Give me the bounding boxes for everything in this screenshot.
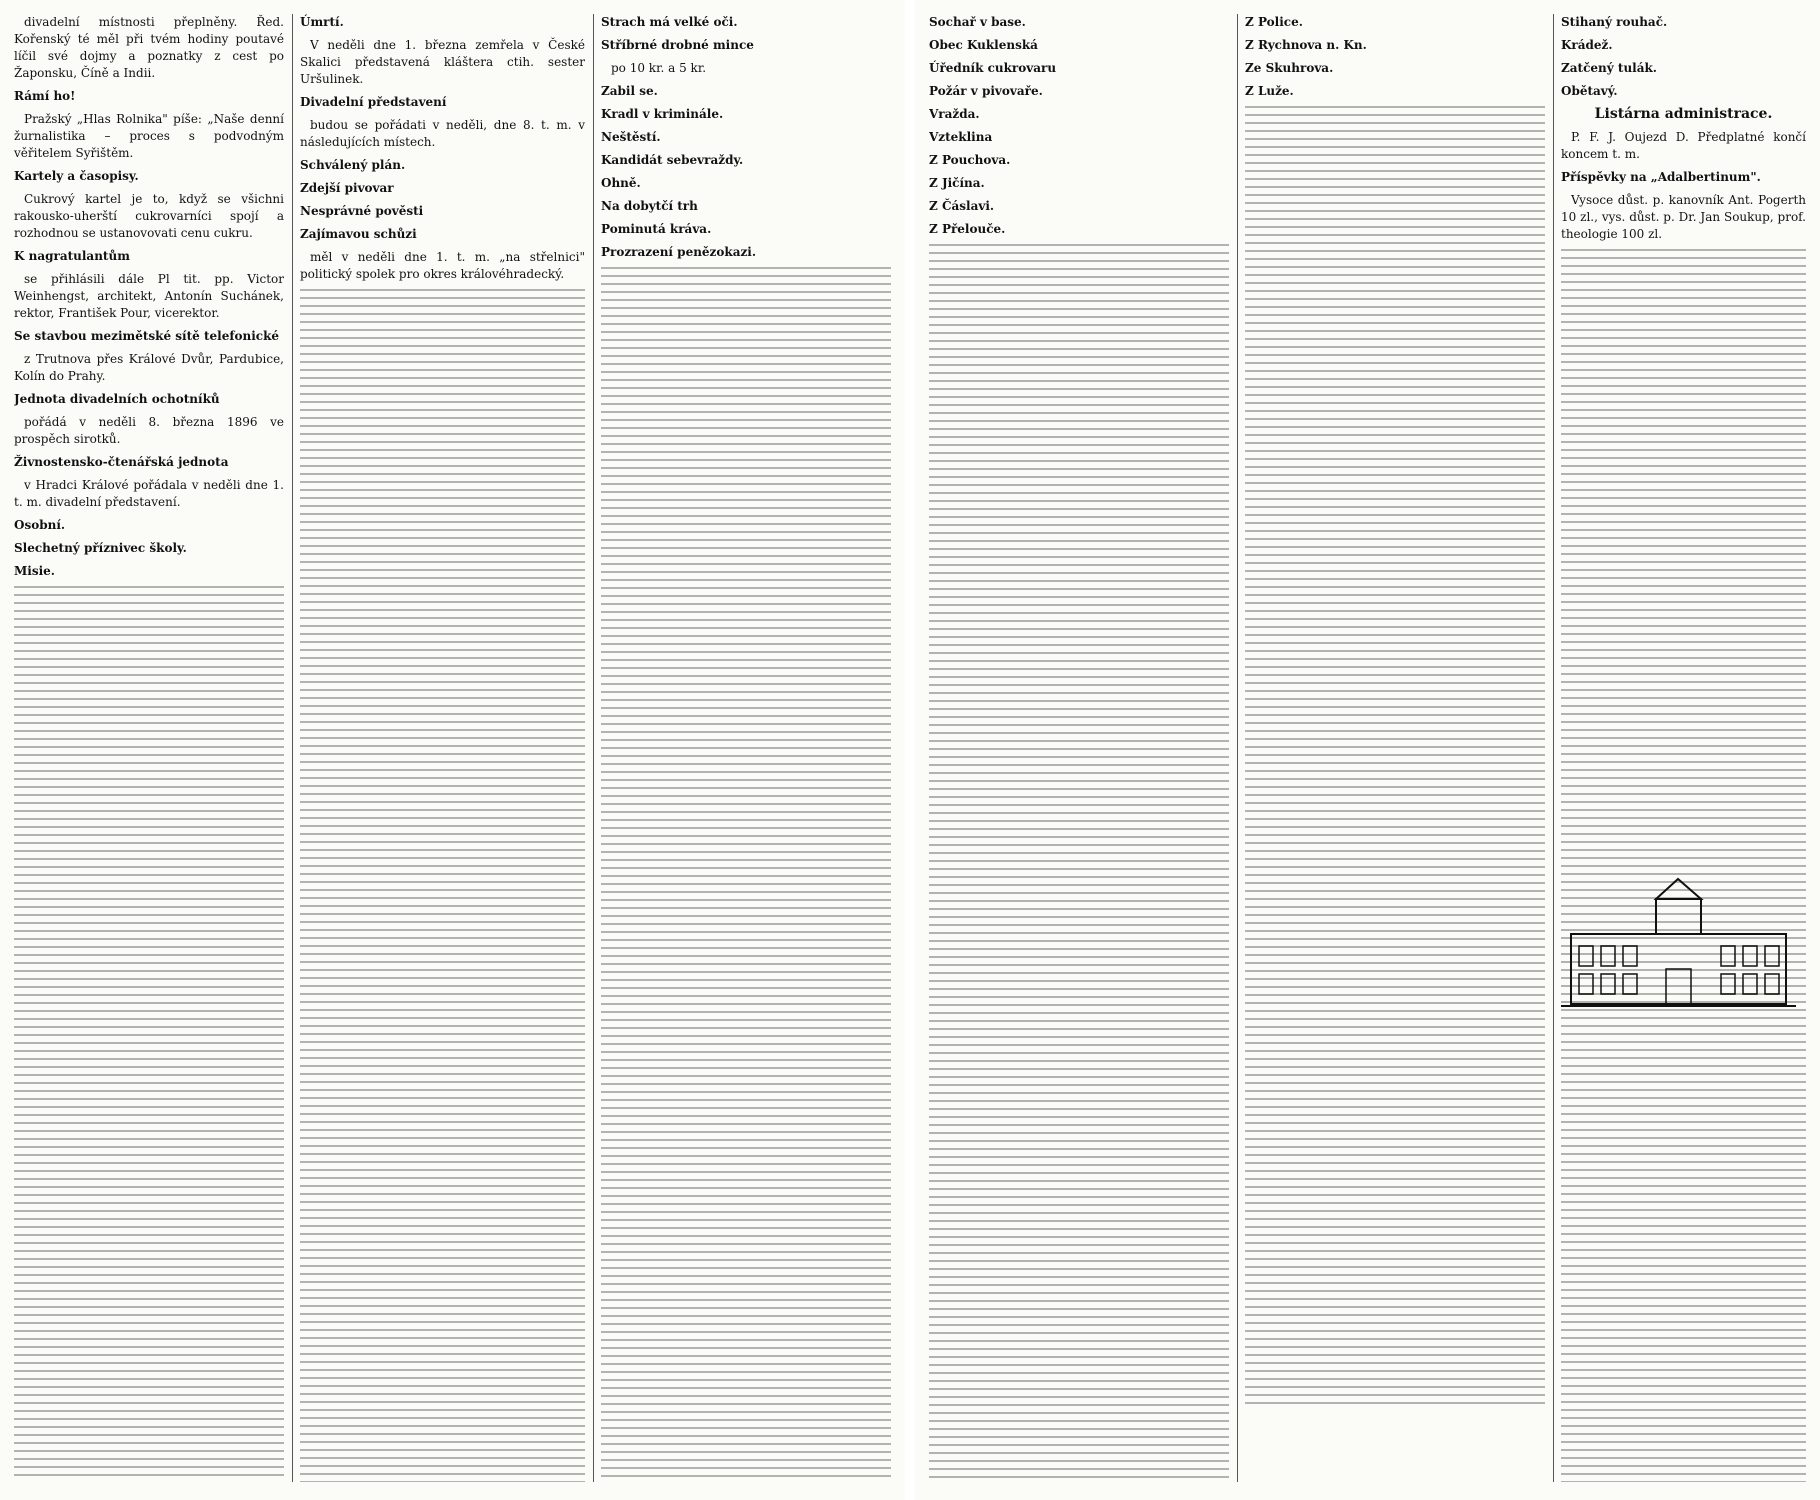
left-col-1 [14, 14, 284, 1482]
article-paragraph: P. F. J. Oujezd D. Předplatné končí koncem t. m. [1561, 130, 1806, 161]
article-paragraph: v Hradci Králové pořádala v neděli dne 1. t. m. divadelní představení. [14, 478, 284, 509]
article-heading: Zatčený tulák. [1561, 61, 1657, 75]
article-heading: Z Police. [1245, 15, 1303, 29]
article-heading: Osobní. [14, 518, 66, 532]
dense-text-block [929, 244, 1229, 1482]
article-heading: Příspěvky na „Adalbertinum". [1561, 170, 1761, 184]
article-heading: Se stavbou mezimětské sítě telefonické [14, 329, 280, 343]
right-col-3 [1561, 14, 1806, 1482]
article-paragraph: Pražský „Hlas Rolnika" píše: „Naše denní žurnalistika – proces s podvodným věřitelem Syřištěm. [14, 112, 284, 160]
article-heading: Listárna administrace. [1594, 106, 1773, 122]
article-heading: Pominutá kráva. [601, 222, 712, 236]
right-col-1 [929, 14, 1229, 1482]
left-col-2 [300, 14, 585, 1482]
article-paragraph: se přihlásili dále Pl tit. pp. Victor Weinhengst, architekt, Antonín Suchánek, rektor, František Pour, vicerektor. [14, 272, 284, 320]
article-heading: Ohně. [601, 176, 641, 190]
article-heading: Z Čáslavi. [929, 199, 995, 213]
column-rule [292, 14, 293, 1482]
left-col-3 [601, 14, 891, 1482]
dense-text-block [1245, 106, 1545, 1406]
article-heading: Obětavý. [1561, 84, 1618, 98]
column-rule [1553, 14, 1554, 1482]
article-heading: Na dobytčí trh [601, 199, 698, 213]
article-heading: Ze Skuhrova. [1245, 61, 1334, 75]
column-rule [593, 14, 594, 1482]
article-heading: Vražda. [929, 107, 980, 121]
article-heading: Rámí ho! [14, 89, 76, 103]
article-heading: Z Luže. [1245, 84, 1294, 98]
article-heading: Z Pouchova. [929, 153, 1011, 167]
article-heading: Divadelní představení [300, 95, 447, 109]
article-paragraph: divadelní místnosti přeplněny. Řed. Kořenský té měl při tvém hodiny poutavé líčil své dojmy a poznatky z cest po Žaponsku, Číně a Indii. [14, 15, 284, 80]
article-heading: Misie. [14, 564, 55, 578]
dense-text-block [14, 586, 284, 1482]
column-rule [1237, 14, 1238, 1482]
article-heading: Stříbrné drobné mince [601, 38, 754, 52]
right-col-2 [1245, 14, 1545, 1482]
article-heading: K nagratulantům [14, 249, 130, 263]
dense-text-block [1561, 249, 1806, 1482]
article-paragraph: Vysoce důst. p. kanovník Ant. Pogerth 10 zl., vys. důst. p. Dr. Jan Soukup, prof. theologie 100 zl. [1561, 193, 1806, 241]
article-paragraph: budou se pořádati v neděli, dne 8. t. m. v následujících místech. [300, 118, 585, 149]
article-paragraph: Cukrový kartel je to, když se všichni rakousko-uherští cukrovarníci spojí a rozhodnou se ustanovovati cenu cukru. [14, 192, 284, 240]
right-page [915, 0, 1820, 1500]
article-paragraph: pořádá v neděli 8. března 1896 ve prospěch sirotků. [14, 415, 284, 446]
article-heading: Zabil se. [601, 84, 658, 98]
article-heading: Obec Kuklenská [929, 38, 1038, 52]
article-heading: Vzteklina [929, 130, 993, 144]
article-heading: Sochař v base. [929, 15, 1026, 29]
dense-text-block [601, 267, 891, 1482]
article-heading: Jednota divadelních ochotníků [14, 392, 220, 406]
article-heading: Kandidát sebevraždy. [601, 153, 744, 167]
article-heading: Kartely a časopisy. [14, 169, 139, 183]
article-heading: Požár v pivovaře. [929, 84, 1043, 98]
article-heading: Strach má velké oči. [601, 15, 738, 29]
article-paragraph: po 10 kr. a 5 kr. [611, 61, 707, 75]
article-heading: Úředník cukrovaru [929, 61, 1057, 75]
article-heading: Schválený plán. [300, 158, 406, 172]
page-gutter [905, 0, 915, 1500]
article-heading: Z Rychnova n. Kn. [1245, 38, 1367, 52]
article-heading: Zajímavou schůzi [300, 227, 417, 241]
adalbertinum-building-illustration [1561, 874, 1796, 1014]
article-heading: Kradl v kriminále. [601, 107, 724, 121]
article-heading: Neštěstí. [601, 130, 661, 144]
article-heading: Z Přelouče. [929, 222, 1006, 236]
left-page [0, 0, 905, 1500]
article-heading: Stihaný rouhač. [1561, 15, 1668, 29]
article-paragraph: z Trutnova přes Králové Dvůr, Pardubice, Kolín do Prahy. [14, 352, 284, 383]
article-heading: Zdejší pivovar [300, 181, 394, 195]
article-heading: Úmrtí. [300, 15, 344, 29]
article-heading: Z Jičína. [929, 176, 985, 190]
article-heading: Živnostensko-čtenářská jednota [14, 455, 229, 469]
article-heading: Krádež. [1561, 38, 1613, 52]
article-paragraph: V neděli dne 1. března zemřela v České Skalici představená kláštera ctih. sester Uršulinek. [300, 38, 585, 86]
article-paragraph: měl v neděli dne 1. t. m. „na střelnici" politický spolek pro okres královéhradecký. [300, 250, 585, 281]
article-heading: Slechetný příznivec školy. [14, 541, 187, 555]
dense-text-block [300, 289, 585, 1482]
article-heading: Prozrazení penězokazi. [601, 245, 757, 259]
article-heading: Nesprávné pověsti [300, 204, 424, 218]
